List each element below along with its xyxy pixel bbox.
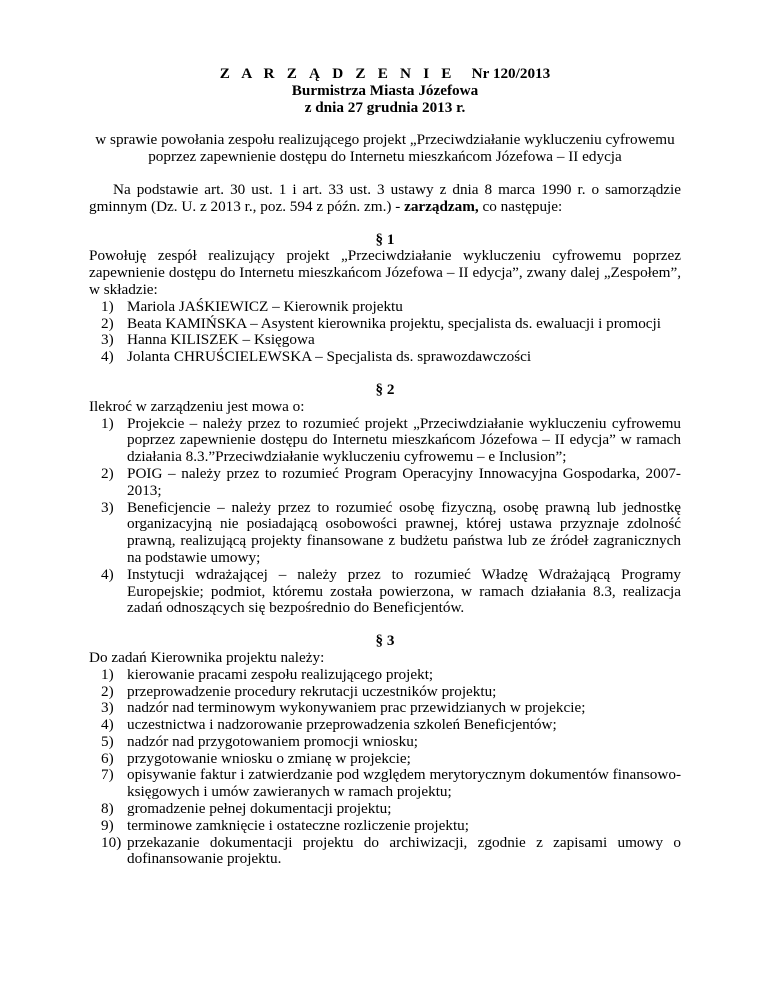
list-item-number: 6) (101, 749, 114, 767)
list-item (89, 751, 681, 768)
list-item-number: 2) (101, 314, 114, 332)
list-item-number: 10) (101, 833, 122, 851)
title-word: Z A R Z Ą D Z E N I E (219, 65, 456, 82)
section-2-intro: Ilekroć w zarządzeniu jest mowa o: (89, 397, 305, 415)
list-item-text: Hanna KILISZEK – Księgowa (127, 331, 315, 349)
list-item (89, 767, 681, 801)
section-1-heading: § 1 (375, 230, 395, 248)
list-item (89, 332, 681, 349)
list-item (89, 316, 681, 333)
list-item-number: 9) (101, 816, 114, 834)
list-item-number: 8) (101, 800, 114, 818)
legal-basis-text: Na podstawie art. 30 ust. 1 i art. 33 ust. 3 ustawy z dnia 8 marca 1990 r. o samorządzie gminnym (Dz. U. z 2013 r., poz. 594 z późn. zm.) - (89, 180, 681, 215)
list-item (89, 835, 681, 869)
list-item-text: Beata KAMIŃSKA – Asystent kierownika projektu, specjalista ds. ewaluacji i promocji (127, 314, 661, 332)
list-item-text: kierowanie pracami zespołu realizującego projekt; (127, 665, 434, 683)
list-item-text: POIG – należy przez to rozumieć Program Operacyjny Innowacyjna Gospodarka, 2007-2013; (127, 464, 681, 499)
list-item-text: gromadzenie pełnej dokumentacji projektu; (127, 800, 392, 818)
list-item (89, 349, 681, 366)
list-item-number: 5) (101, 732, 114, 750)
list-item-text: nadzór nad terminowym wykonywaniem prac przewidzianych w projekcie; (127, 699, 586, 717)
list-item (89, 466, 681, 500)
list-item (89, 500, 681, 567)
document-title (89, 66, 681, 83)
section-2-list (89, 416, 681, 618)
list-item-number: 2) (101, 682, 114, 700)
list-item (89, 717, 681, 734)
list-item-text: Mariola JAŚKIEWICZ – Kierownik projektu (127, 297, 403, 315)
list-item-text: uczestnictwa i nadzorowanie przeprowadzenia szkoleń Beneficjentów; (127, 716, 557, 734)
legal-basis-decree: zarządzam, (404, 197, 479, 215)
list-item (89, 299, 681, 316)
list-item (89, 684, 681, 701)
section-3-list (89, 667, 681, 869)
section-2-heading: § 2 (375, 380, 395, 398)
list-item (89, 416, 681, 466)
list-item-text: Instytucji wdrażającej – należy przez to rozumieć Władzę Wdrażającą Programy Europejskie; podmiot, któremu została powierzona, w ramach działania 8.3, realizacja zadań odnoszących się bezpośrednio do Beneficjentów. (127, 565, 681, 617)
list-item-number: 3) (101, 699, 114, 717)
list-item-number: 7) (101, 766, 114, 784)
list-item-text: opisywanie faktur i zatwierdzanie pod względem merytorycznym dokumentów finansowo-księgowych i umów zawieranych w ramach projektu; (127, 766, 681, 801)
list-item-text: Jolanta CHRUŚCIELEWSKA – Specjalista ds. sprawozdawczości (127, 348, 532, 366)
list-item-number: 3) (101, 498, 114, 516)
document-page (89, 66, 681, 868)
list-item (89, 818, 681, 835)
list-item-text: nadzór nad przygotowaniem promocji wniosku; (127, 732, 419, 750)
list-item-text: Projekcie – należy przez to rozumieć projekt „Przeciwdziałanie wykluczeniu cyfrowemu poprzez zapewnienie dostępu do Internetu mieszkańcom Józefowa – II edycja” w ramach działania 8.3.”Przeciwdziałanie wykluczeniu cyfrowemu – e Inclusion”; (127, 414, 681, 466)
list-item (89, 734, 681, 751)
legal-basis-tail: co następuje: (482, 197, 563, 215)
list-item (89, 567, 681, 617)
list-item-number: 4) (101, 565, 114, 583)
list-item-text: terminowe zamknięcie i ostateczne rozliczenie projektu; (127, 816, 469, 834)
list-item-number: 2) (101, 464, 114, 482)
section-3-heading: § 3 (375, 632, 395, 650)
list-item-text: Beneficjencie – należy przez to rozumieć osobę fizyczną, osobę prawną lub jednostkę organizacyjną nie posiadającą osobowości prawnej, której ustawa przyznaje zdolność prawną, realizującą projekty finansowane z budżetu państwa lub ze źródeł zagranicznych na podstawie umowy; (127, 498, 681, 566)
list-item-text: przeprowadzenie procedury rekrutacji uczestników projektu; (127, 682, 497, 700)
list-item-number: 4) (101, 716, 114, 734)
document-date: z dnia 27 grudnia 2013 r. (304, 98, 466, 116)
list-item-number: 3) (101, 331, 114, 349)
document-number: Nr 120/2013 (471, 65, 551, 82)
list-item-text: przekazanie dokumentacji projektu do archiwizacji, zgodnie z zapisami umowy o dofinansowanie projektu. (127, 833, 681, 868)
list-item-text: przygotowanie wniosku o zmianę w projekcie; (127, 749, 411, 767)
section-1-list (89, 299, 681, 366)
list-item-number: 1) (101, 665, 114, 683)
list-item (89, 700, 681, 717)
list-item (89, 667, 681, 684)
document-issuer: Burmistrza Miasta Józefowa (291, 81, 479, 99)
legal-basis (89, 182, 681, 216)
list-item-number: 4) (101, 348, 114, 366)
section-3-intro: Do zadań Kierownika projektu należy: (89, 648, 325, 666)
list-item-number: 1) (101, 297, 114, 315)
document-subject: w sprawie powołania zespołu realizującego projekt „Przeciwdziałanie wykluczeniu cyfrowemu poprzez zapewnienie dostępu do Internetu mieszkańcom Józefowa – II edycja (95, 131, 675, 166)
list-item (89, 801, 681, 818)
list-item-number: 1) (101, 414, 114, 432)
section-1-intro: Powołuję zespół realizujący projekt „Przeciwdziałanie wykluczeniu cyfrowemu poprzez zapewnienie dostępu do Internetu mieszkańcom Józefowa – II edycja”, zwany dalej „Zespołem”, w składzie: (89, 247, 681, 298)
